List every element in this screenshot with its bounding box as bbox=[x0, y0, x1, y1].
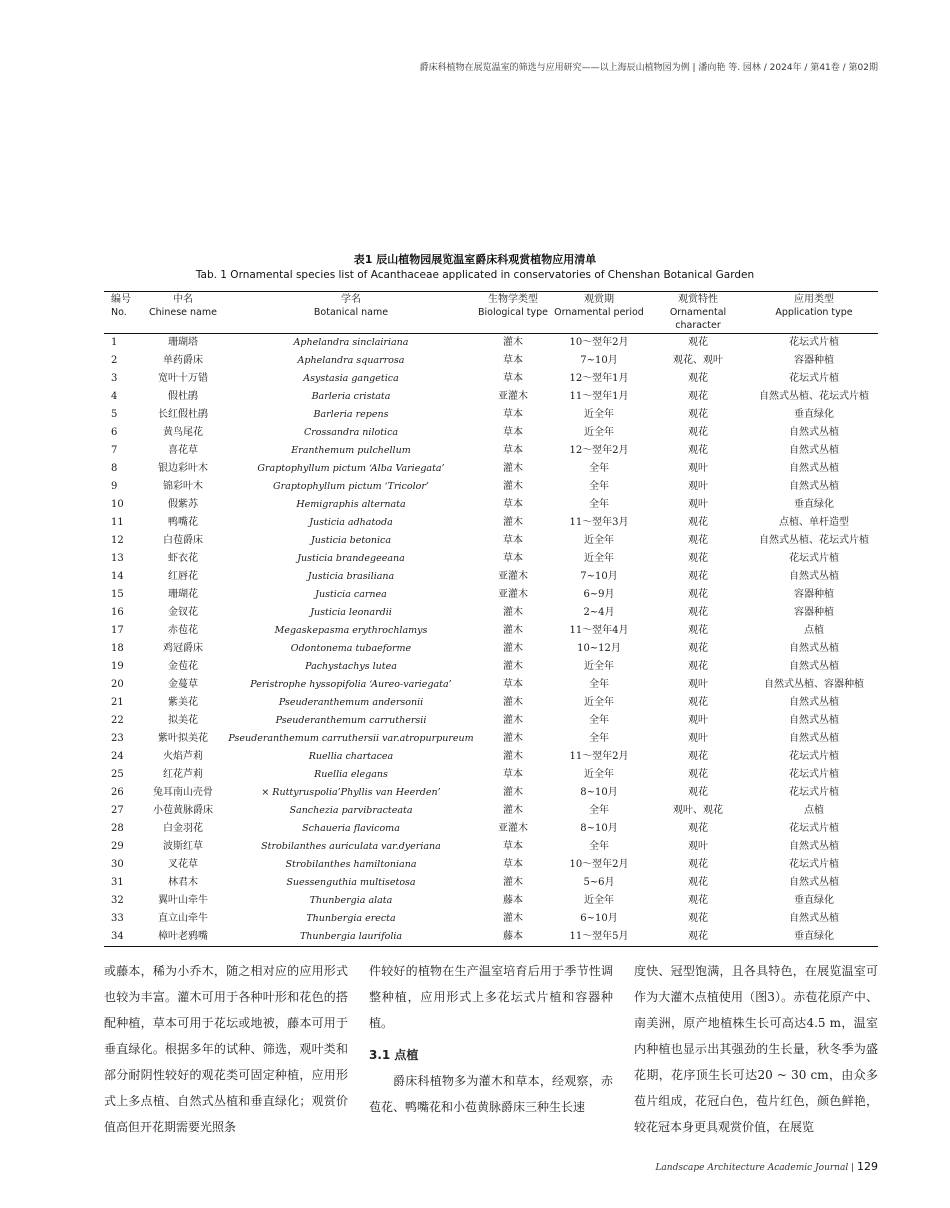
cell-ornamental-period: 6~10月 bbox=[580, 913, 618, 924]
cell-application-type: 自然式丛植 bbox=[789, 877, 839, 888]
cell-ornamental-character: 观花 bbox=[688, 859, 708, 870]
cell-botanical-name: Justicia brandegeeana bbox=[297, 553, 405, 564]
cell-botanical-name: Graptophyllum pictum ‘Tricolor’ bbox=[273, 481, 429, 492]
cell-application-type: 自然式丛植 bbox=[789, 715, 839, 726]
cell-application-type: 自然式丛植 bbox=[789, 481, 839, 492]
cell-ornamental-character: 观花 bbox=[688, 895, 708, 906]
table-row bbox=[104, 748, 878, 766]
cell-no: 28 bbox=[111, 823, 124, 834]
cell-application-type: 花坛式片植 bbox=[789, 787, 839, 798]
cell-ornamental-character: 观花 bbox=[688, 931, 708, 942]
cell-no: 29 bbox=[111, 841, 124, 852]
cell-botanical-name: Sanchezia parvibracteata bbox=[289, 805, 413, 816]
cell-chinese-name: 紫美花 bbox=[168, 697, 198, 708]
cell-ornamental-period: 11～翌年5月 bbox=[569, 931, 629, 942]
cell-application-type: 点植 bbox=[804, 625, 824, 636]
cell-no: 22 bbox=[111, 715, 124, 726]
cell-chinese-name: 金钗花 bbox=[168, 607, 198, 618]
cell-botanical-name: Asystasia gangetica bbox=[303, 373, 399, 384]
cell-biological-type: 草本 bbox=[503, 679, 523, 690]
cell-ornamental-character: 观叶 bbox=[688, 841, 708, 852]
table-caption bbox=[0, 253, 950, 282]
cell-application-type: 自然式丛植 bbox=[789, 661, 839, 672]
column-header-chinese-name: 中名 Chinese name bbox=[138, 292, 228, 334]
cell-botanical-name: Crossandra nilotica bbox=[303, 427, 399, 438]
cell-application-type: 点植 bbox=[804, 805, 824, 816]
cell-biological-type: 草本 bbox=[503, 427, 523, 438]
cell-botanical-name: Strobilanthes auriculata var.dyeriana bbox=[261, 841, 441, 852]
cell-ornamental-character: 观花 bbox=[688, 769, 708, 780]
cell-botanical-name: Thunbergia alata bbox=[309, 895, 393, 906]
cell-ornamental-character: 观花 bbox=[688, 517, 708, 528]
cell-biological-type: 灌木 bbox=[503, 625, 523, 636]
cell-botanical-name: Eranthemum pulchellum bbox=[291, 445, 411, 456]
cell-chinese-name: 白金羽花 bbox=[163, 823, 203, 834]
cell-no: 4 bbox=[111, 391, 118, 402]
table-row bbox=[104, 802, 878, 820]
cell-application-type: 自然式丛植、花坛式片植 bbox=[759, 391, 869, 402]
table-row bbox=[104, 694, 878, 712]
cell-biological-type: 草本 bbox=[503, 553, 523, 564]
cell-botanical-name: Graptophyllum pictum ‘Alba Variegata’ bbox=[257, 463, 445, 474]
cell-ornamental-character: 观叶 bbox=[688, 679, 708, 690]
cell-no: 13 bbox=[111, 553, 124, 564]
cell-biological-type: 草本 bbox=[503, 535, 523, 546]
cell-ornamental-character: 观花 bbox=[688, 823, 708, 834]
table-row bbox=[104, 658, 878, 676]
cell-no: 11 bbox=[111, 517, 124, 528]
cell-chinese-name: 锦彩叶木 bbox=[163, 481, 203, 492]
cell-botanical-name: Megaskepasma erythrochlamys bbox=[274, 625, 428, 636]
cell-ornamental-period: 全年 bbox=[589, 733, 609, 744]
cell-chinese-name: 假紫苏 bbox=[168, 499, 198, 510]
table-row bbox=[104, 820, 878, 838]
cell-chinese-name: 珊瑚塔 bbox=[168, 337, 198, 348]
cell-application-type: 自然式丛植 bbox=[789, 697, 839, 708]
cell-application-type: 花坛式片植 bbox=[789, 751, 839, 762]
journal-name: Landscape Architecture Academic Journal bbox=[655, 1163, 849, 1173]
cell-ornamental-character: 观花 bbox=[688, 589, 708, 600]
cell-ornamental-character: 观花 bbox=[688, 373, 708, 384]
cell-ornamental-character: 观叶 bbox=[688, 733, 708, 744]
cell-no: 19 bbox=[111, 661, 124, 672]
table-caption-cn: 表1 辰山植物园展览温室爵床科观赏植物应用清单 bbox=[353, 253, 597, 266]
cell-ornamental-character: 观花 bbox=[688, 661, 708, 672]
cell-biological-type: 藤本 bbox=[503, 895, 523, 906]
cell-ornamental-character: 观花 bbox=[688, 337, 708, 348]
cell-application-type: 花坛式片植 bbox=[789, 769, 839, 780]
cell-no: 15 bbox=[111, 589, 124, 600]
cell-biological-type: 灌木 bbox=[503, 463, 523, 474]
cell-biological-type: 灌木 bbox=[503, 715, 523, 726]
cell-botanical-name: Schaueria flavicoma bbox=[302, 823, 400, 834]
table-caption-en: Tab. 1 Ornamental species list of Acanthaceae applicated in conservatories of Chenshan Botanical Garden bbox=[195, 269, 755, 281]
cell-botanical-name: Ruellia elegans bbox=[314, 769, 388, 780]
table-header-row bbox=[104, 292, 878, 334]
cell-biological-type: 草本 bbox=[503, 499, 523, 510]
cell-ornamental-period: 12～翌年1月 bbox=[569, 373, 629, 384]
body-text bbox=[104, 958, 878, 1138]
table-row bbox=[104, 604, 878, 622]
cell-botanical-name: Justicia betonica bbox=[310, 535, 392, 546]
cell-no: 25 bbox=[111, 769, 124, 780]
table-row bbox=[104, 496, 878, 514]
cell-biological-type: 亚灌木 bbox=[498, 589, 528, 600]
cell-chinese-name: 珊瑚花 bbox=[168, 589, 198, 600]
cell-no: 7 bbox=[111, 445, 118, 456]
cell-biological-type: 灌木 bbox=[503, 913, 523, 924]
cell-no: 26 bbox=[111, 787, 124, 798]
cell-ornamental-period: 10～翌年2月 bbox=[569, 337, 629, 348]
cell-botanical-name: Peristrophe hyssopifolia ‘Aureo-variegata’ bbox=[250, 679, 452, 690]
cell-chinese-name: 赤苞花 bbox=[168, 625, 198, 636]
cell-chinese-name: 金苞花 bbox=[168, 661, 198, 672]
cell-biological-type: 亚灌木 bbox=[498, 571, 528, 582]
cell-ornamental-period: 全年 bbox=[589, 805, 609, 816]
column-header-ornamental-character: 观赏特性 Ornamental character bbox=[646, 292, 750, 334]
cell-no: 16 bbox=[111, 607, 124, 618]
cell-application-type: 容器种植 bbox=[794, 607, 834, 618]
table-row bbox=[104, 550, 878, 568]
cell-botanical-name: Aphelandra squarrosa bbox=[297, 355, 405, 366]
table-row bbox=[104, 766, 878, 784]
cell-ornamental-period: 近全年 bbox=[584, 895, 614, 906]
running-header: 爵床科植物在展览温室的筛选与应用研究——以上海辰山植物园为例 | 潘向艳 等. 园林 / 2024年 / 第41卷 / 第02期 bbox=[419, 63, 878, 73]
table-row bbox=[104, 586, 878, 604]
cell-ornamental-period: 近全年 bbox=[584, 409, 614, 420]
cell-biological-type: 亚灌木 bbox=[498, 391, 528, 402]
cell-ornamental-period: 11～翌年2月 bbox=[569, 751, 629, 762]
cell-no: 3 bbox=[111, 373, 118, 384]
cell-botanical-name: Odontonema tubaeforme bbox=[290, 643, 412, 654]
cell-application-type: 自然式丛植 bbox=[789, 571, 839, 582]
cell-application-type: 自然式丛植 bbox=[789, 427, 839, 438]
cell-ornamental-character: 观花 bbox=[688, 625, 708, 636]
cell-application-type: 自然式丛植 bbox=[789, 841, 839, 852]
cell-ornamental-character: 观叶 bbox=[688, 715, 708, 726]
cell-botanical-name: Ruellia chartacea bbox=[308, 751, 394, 762]
cell-ornamental-period: 全年 bbox=[589, 481, 609, 492]
table-row bbox=[104, 460, 878, 478]
cell-ornamental-character: 观花 bbox=[688, 535, 708, 546]
cell-biological-type: 草本 bbox=[503, 409, 523, 420]
cell-biological-type: 草本 bbox=[503, 841, 523, 852]
cell-ornamental-period: 11～翌年3月 bbox=[569, 517, 629, 528]
table-row bbox=[104, 514, 878, 532]
cell-biological-type: 灌木 bbox=[503, 337, 523, 348]
cell-chinese-name: 兔耳南山壳骨 bbox=[153, 787, 213, 798]
paragraph: 爵床科植物多为灌木和草本，经观察，赤苞花、鸭嘴花和小苞黄脉爵床三种生长速 bbox=[369, 1074, 613, 1114]
cell-chinese-name: 黄鸟尾花 bbox=[163, 427, 203, 438]
cell-chinese-name: 火焰芦莉 bbox=[163, 751, 203, 762]
table-row bbox=[104, 352, 878, 370]
cell-ornamental-period: 全年 bbox=[589, 463, 609, 474]
cell-chinese-name: 翼叶山牵牛 bbox=[158, 895, 208, 906]
cell-no: 20 bbox=[111, 679, 124, 690]
cell-ornamental-character: 观花 bbox=[688, 391, 708, 402]
cell-ornamental-period: 8~10月 bbox=[580, 787, 618, 798]
cell-ornamental-character: 观花 bbox=[688, 571, 708, 582]
cell-chinese-name: 银边彩叶木 bbox=[158, 463, 208, 474]
cell-application-type: 垂直绿化 bbox=[794, 931, 834, 942]
cell-ornamental-period: 全年 bbox=[589, 715, 609, 726]
cell-botanical-name: Justicia adhatoda bbox=[309, 517, 393, 528]
cell-ornamental-period: 全年 bbox=[589, 679, 609, 690]
cell-no: 2 bbox=[111, 355, 118, 366]
cell-ornamental-character: 观花 bbox=[688, 409, 708, 420]
cell-no: 8 bbox=[111, 463, 118, 474]
cell-ornamental-period: 7~10月 bbox=[580, 571, 618, 582]
cell-ornamental-period: 10~12月 bbox=[577, 643, 621, 654]
paragraph: 或藤本，稀为小乔木，随之相对应的应用形式也较为丰富。灌木可用于各种叶形和花色的搭配种植，草本可用于花坛或地被，藤本可用于垂直绿化。根据多年的试种、筛选，观叶类和部分耐阴性较好的观花类可固定种植，应用形式上多点植、自然式丛植和垂直绿化；观赏价值高但开花期需要光照条 bbox=[104, 964, 348, 1134]
table-row bbox=[104, 622, 878, 640]
cell-ornamental-period: 11～翌年1月 bbox=[569, 391, 629, 402]
cell-application-type: 自然式丛植、容器种植 bbox=[764, 679, 864, 690]
cell-ornamental-period: 8~10月 bbox=[580, 823, 618, 834]
table-row bbox=[104, 676, 878, 694]
cell-biological-type: 灌木 bbox=[503, 751, 523, 762]
cell-ornamental-period: 近全年 bbox=[584, 535, 614, 546]
column-header-no: 编号 No. bbox=[104, 292, 138, 334]
cell-botanical-name: Strobilanthes hamiltoniana bbox=[285, 859, 417, 870]
cell-ornamental-period: 10～翌年2月 bbox=[569, 859, 629, 870]
table-row bbox=[104, 874, 878, 892]
cell-no: 33 bbox=[111, 913, 124, 924]
cell-botanical-name: Hemigraphis alternata bbox=[296, 499, 406, 510]
table-row bbox=[104, 730, 878, 748]
cell-application-type: 垂直绿化 bbox=[794, 895, 834, 906]
cell-ornamental-period: 11～翌年4月 bbox=[569, 625, 629, 636]
cell-no: 6 bbox=[111, 427, 118, 438]
cell-ornamental-period: 近全年 bbox=[584, 661, 614, 672]
cell-chinese-name: 红花芦莉 bbox=[163, 769, 203, 780]
cell-biological-type: 灌木 bbox=[503, 787, 523, 798]
cell-chinese-name: 长红假杜鹃 bbox=[158, 409, 208, 420]
cell-no: 30 bbox=[111, 859, 124, 870]
species-table bbox=[104, 291, 878, 947]
cell-botanical-name: Justicia carnea bbox=[315, 589, 387, 600]
cell-botanical-name: Pseuderanthemum carruthersii var.atropurpureum bbox=[228, 733, 474, 744]
column-header-ornamental-period: 观赏期 Ornamental period bbox=[552, 292, 646, 334]
cell-biological-type: 草本 bbox=[503, 355, 523, 366]
cell-no: 31 bbox=[111, 877, 124, 888]
table-row bbox=[104, 568, 878, 586]
cell-ornamental-period: 7~10月 bbox=[580, 355, 618, 366]
cell-ornamental-character: 观花 bbox=[688, 913, 708, 924]
cell-biological-type: 灌木 bbox=[503, 517, 523, 528]
cell-ornamental-character: 观花 bbox=[688, 553, 708, 564]
cell-biological-type: 藤本 bbox=[503, 931, 523, 942]
cell-chinese-name: 假杜鹃 bbox=[168, 391, 198, 402]
cell-ornamental-character: 观叶 bbox=[688, 481, 708, 492]
cell-application-type: 花坛式片植 bbox=[789, 859, 839, 870]
cell-ornamental-character: 观花 bbox=[688, 697, 708, 708]
cell-botanical-name: Justicia leonardii bbox=[310, 607, 392, 618]
table-body bbox=[104, 334, 878, 947]
cell-botanical-name: × Ruttyruspolia’Phyllis van Heerden’ bbox=[261, 787, 441, 798]
cell-ornamental-period: 6~9月 bbox=[583, 589, 615, 600]
cell-application-type: 花坛式片植 bbox=[789, 337, 839, 348]
cell-chinese-name: 单药爵床 bbox=[163, 355, 203, 366]
section-heading: 3.1 点植 bbox=[369, 1048, 419, 1062]
cell-application-type: 自然式丛植、花坛式片植 bbox=[759, 535, 869, 546]
paragraph: 件较好的植物在生产温室培育后用于季节性调整种植，应用形式上多花坛式片植和容器种植。 bbox=[369, 964, 613, 1030]
cell-ornamental-period: 全年 bbox=[589, 841, 609, 852]
cell-no: 27 bbox=[111, 805, 124, 816]
table-row bbox=[104, 856, 878, 874]
cell-ornamental-period: 近全年 bbox=[584, 769, 614, 780]
cell-chinese-name: 鸭嘴花 bbox=[168, 517, 198, 528]
cell-biological-type: 草本 bbox=[503, 859, 523, 870]
cell-biological-type: 灌木 bbox=[503, 661, 523, 672]
cell-chinese-name: 紫叶拟美花 bbox=[158, 733, 208, 744]
cell-ornamental-character: 观花 bbox=[688, 643, 708, 654]
cell-application-type: 垂直绿化 bbox=[794, 409, 834, 420]
cell-no: 9 bbox=[111, 481, 118, 492]
cell-application-type: 自然式丛植 bbox=[789, 445, 839, 456]
table-row bbox=[104, 784, 878, 802]
cell-chinese-name: 白苞爵床 bbox=[163, 535, 203, 546]
cell-chinese-name: 直立山牵牛 bbox=[158, 913, 208, 924]
cell-no: 21 bbox=[111, 697, 124, 708]
cell-botanical-name: Thunbergia laurifolia bbox=[299, 931, 403, 942]
cell-biological-type: 灌木 bbox=[503, 643, 523, 654]
paragraph: 度快、冠型饱满，且各具特色，在展览温室可作为大灌木点植使用（图3）。赤苞花原产中、南美洲，原产地植株生长可高达4.5 m，温室内种植也显示出其强劲的生长量，秋冬季为盛花期，花序顶生长可达20 ~ 30 cm，由众多苞片组成，花冠白色，苞片红色，颜色鲜艳，较花冠本身更具观赏价值，在展览 bbox=[634, 964, 878, 1134]
cell-no: 18 bbox=[111, 643, 124, 654]
table-row bbox=[104, 640, 878, 658]
table-row bbox=[104, 424, 878, 442]
column-header-application-type: 应用类型 Application type bbox=[750, 292, 878, 334]
cell-ornamental-period: 全年 bbox=[589, 499, 609, 510]
table-row bbox=[104, 838, 878, 856]
cell-chinese-name: 樟叶老鸦嘴 bbox=[158, 931, 208, 942]
table-row bbox=[104, 532, 878, 550]
cell-no: 23 bbox=[111, 733, 124, 744]
cell-application-type: 自然式丛植 bbox=[789, 463, 839, 474]
cell-biological-type: 灌木 bbox=[503, 877, 523, 888]
cell-biological-type: 草本 bbox=[503, 769, 523, 780]
cell-application-type: 容器种植 bbox=[794, 589, 834, 600]
cell-botanical-name: Barleria cristata bbox=[311, 391, 391, 402]
cell-chinese-name: 小苞黄脉爵床 bbox=[153, 805, 213, 816]
cell-application-type: 自然式丛植 bbox=[789, 733, 839, 744]
cell-ornamental-character: 观花 bbox=[688, 607, 708, 618]
cell-ornamental-period: 近全年 bbox=[584, 697, 614, 708]
cell-no: 34 bbox=[111, 931, 124, 942]
cell-no: 5 bbox=[111, 409, 118, 420]
cell-botanical-name: Thunbergia erecta bbox=[306, 913, 396, 924]
cell-ornamental-period: 5~6月 bbox=[583, 877, 615, 888]
body-column-2 bbox=[369, 958, 613, 1138]
cell-chinese-name: 虾衣花 bbox=[168, 553, 198, 564]
cell-biological-type: 灌木 bbox=[503, 607, 523, 618]
cell-botanical-name: Pachystachys lutea bbox=[305, 661, 397, 672]
table-row bbox=[104, 478, 878, 496]
cell-botanical-name: Pseuderanthemum carruthersii bbox=[275, 715, 427, 726]
cell-chinese-name: 鸡冠爵床 bbox=[163, 643, 203, 654]
cell-ornamental-character: 观花 bbox=[688, 751, 708, 762]
footer-separator: | bbox=[851, 1163, 855, 1173]
cell-chinese-name: 叉花草 bbox=[168, 859, 198, 870]
cell-ornamental-period: 12～翌年2月 bbox=[569, 445, 629, 456]
cell-chinese-name: 波斯红草 bbox=[163, 841, 203, 852]
cell-no: 14 bbox=[111, 571, 124, 582]
cell-application-type: 点植、单杆造型 bbox=[779, 517, 849, 528]
table-row bbox=[104, 406, 878, 424]
cell-no: 10 bbox=[111, 499, 124, 510]
column-header-botanical-name: 学名 Botanical name bbox=[228, 292, 474, 334]
cell-biological-type: 灌木 bbox=[503, 697, 523, 708]
cell-ornamental-period: 近全年 bbox=[584, 427, 614, 438]
cell-ornamental-character: 观花 bbox=[688, 427, 708, 438]
cell-biological-type: 灌木 bbox=[503, 805, 523, 816]
cell-chinese-name: 喜花草 bbox=[168, 445, 198, 456]
cell-chinese-name: 宽叶十万错 bbox=[158, 373, 208, 384]
cell-biological-type: 草本 bbox=[503, 445, 523, 456]
cell-ornamental-character: 观叶 bbox=[688, 499, 708, 510]
body-column-1 bbox=[104, 958, 348, 1138]
cell-botanical-name: Aphelandra sinclairiana bbox=[293, 337, 409, 348]
cell-ornamental-character: 观花 bbox=[688, 445, 708, 456]
cell-botanical-name: Justicia brasiliana bbox=[307, 571, 395, 582]
cell-botanical-name: Barleria repens bbox=[313, 409, 389, 420]
cell-application-type: 容器种植 bbox=[794, 355, 834, 366]
cell-application-type: 花坛式片植 bbox=[789, 823, 839, 834]
cell-biological-type: 灌木 bbox=[503, 733, 523, 744]
cell-botanical-name: Pseuderanthemum andersonii bbox=[278, 697, 424, 708]
page-footer bbox=[500, 1160, 878, 1173]
table-row bbox=[104, 442, 878, 460]
table-row bbox=[104, 928, 878, 947]
column-header-biological-type: 生物学类型 Biological type bbox=[474, 292, 552, 334]
cell-chinese-name: 红唇花 bbox=[168, 571, 198, 582]
cell-no: 32 bbox=[111, 895, 124, 906]
table-row bbox=[104, 370, 878, 388]
table-row bbox=[104, 712, 878, 730]
cell-ornamental-period: 2~4月 bbox=[583, 607, 615, 618]
cell-ornamental-character: 观花 bbox=[688, 787, 708, 798]
page-number: 129 bbox=[857, 1160, 878, 1173]
cell-application-type: 花坛式片植 bbox=[789, 553, 839, 564]
cell-application-type: 花坛式片植 bbox=[789, 373, 839, 384]
cell-biological-type: 草本 bbox=[503, 373, 523, 384]
cell-ornamental-period: 近全年 bbox=[584, 553, 614, 564]
cell-chinese-name: 金蔓草 bbox=[168, 679, 198, 690]
cell-no: 17 bbox=[111, 625, 124, 636]
body-column-3 bbox=[634, 958, 878, 1138]
table-row bbox=[104, 388, 878, 406]
cell-biological-type: 灌木 bbox=[503, 481, 523, 492]
cell-no: 24 bbox=[111, 751, 124, 762]
cell-ornamental-character: 观叶、观花 bbox=[673, 805, 723, 816]
cell-chinese-name: 林君木 bbox=[168, 877, 198, 888]
cell-biological-type: 亚灌木 bbox=[498, 823, 528, 834]
table-row bbox=[104, 892, 878, 910]
table-row bbox=[104, 334, 878, 353]
cell-ornamental-character: 观花 bbox=[688, 877, 708, 888]
cell-application-type: 自然式丛植 bbox=[789, 913, 839, 924]
cell-ornamental-character: 观叶 bbox=[688, 463, 708, 474]
cell-application-type: 垂直绿化 bbox=[794, 499, 834, 510]
table-row bbox=[104, 910, 878, 928]
cell-no: 1 bbox=[111, 337, 118, 348]
cell-no: 12 bbox=[111, 535, 124, 546]
cell-chinese-name: 拟美花 bbox=[168, 715, 198, 726]
cell-application-type: 自然式丛植 bbox=[789, 643, 839, 654]
cell-botanical-name: Suessenguthia multisetosa bbox=[286, 877, 416, 888]
cell-ornamental-character: 观花、观叶 bbox=[673, 355, 723, 366]
